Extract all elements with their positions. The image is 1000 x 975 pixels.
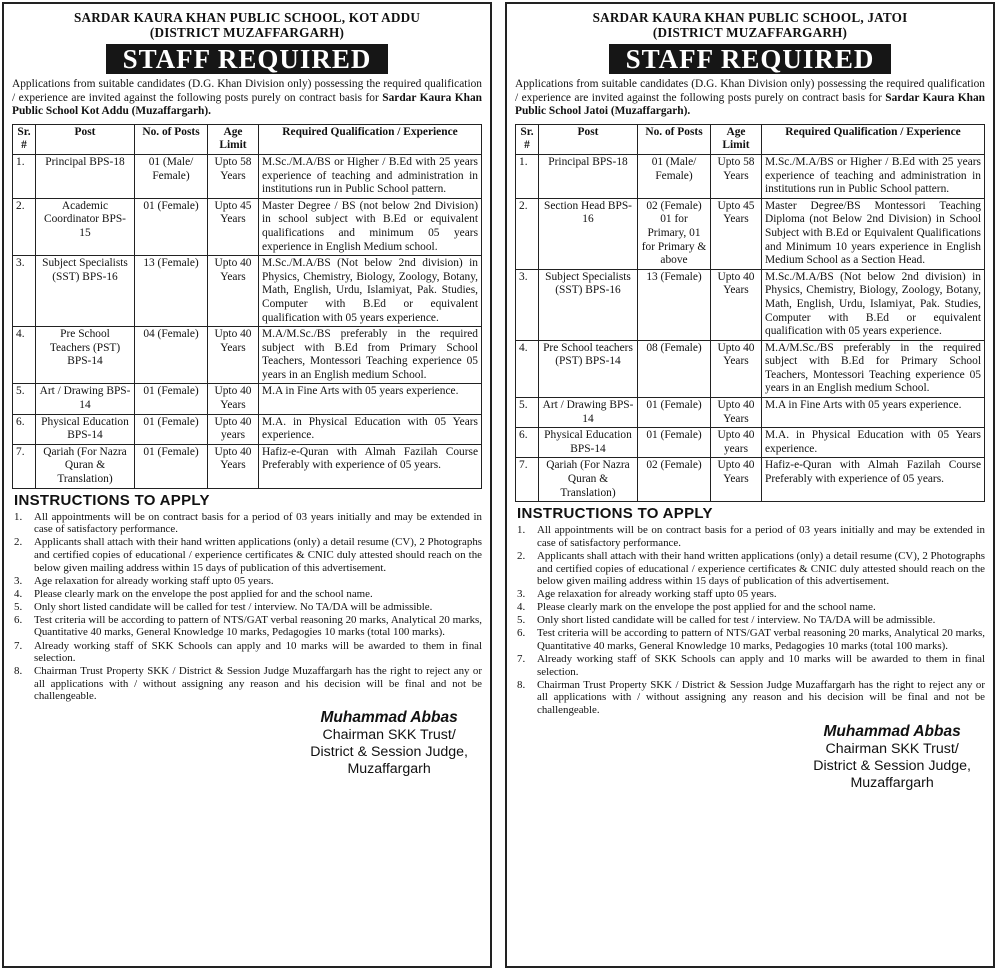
table-row (13, 444, 482, 488)
signer-title-2: District & Session Judge, (310, 744, 468, 761)
cell-post: Section Head BPS-16 (539, 198, 638, 269)
item-text: Age relaxation for already working staff upto 05 years. (537, 588, 777, 601)
item-number: 1. (14, 510, 23, 523)
cell-sr: 5. (13, 384, 36, 414)
list-item (12, 575, 482, 588)
item-number: 1. (517, 524, 526, 537)
instructions-list (515, 524, 985, 716)
item-text: All appointments will be on contract basis for a period of 03 years initially and may be extended in case of satisfactory performance. (34, 510, 482, 536)
table-row (13, 414, 482, 444)
header-sr: Sr. # (13, 124, 36, 154)
list-item (515, 614, 985, 627)
staff-required-banner: STAFF REQUIRED (106, 44, 388, 74)
signer-name: Muhammad Abbas (823, 722, 961, 740)
cell-num-posts: 01 (Male/ Female) (638, 154, 711, 198)
item-number: 4. (14, 587, 23, 600)
cell-age-limit: Upto 58 Years (711, 154, 762, 198)
item-number: 2. (14, 536, 23, 549)
header-num-posts: No. of Posts (638, 124, 711, 154)
cell-qualification: M.A. in Physical Education with 05 Years experience. (259, 414, 482, 444)
cell-age-limit: Upto 45 Years (208, 198, 259, 255)
signer-title-3: Muzaffargarh (850, 774, 934, 791)
header-sr: Sr. # (516, 124, 539, 154)
list-item (515, 653, 985, 678)
cell-post: Pre School Teachers (PST) BPS-14 (36, 327, 135, 384)
table-row (516, 398, 985, 428)
cell-sr: 1. (13, 154, 36, 198)
cell-qualification: M.A in Fine Arts with 05 years experience. (762, 398, 985, 428)
cell-qualification: M.A/M.Sc./BS preferably in the required subject with B.Ed from Primary School Teachers, Montessori Teaching experience 05 years in an English medium School. (259, 327, 482, 384)
cell-num-posts: 04 (Female) (135, 327, 208, 384)
item-number: 8. (14, 665, 23, 678)
item-text: Test criteria will be according to pattern of NTS/GAT verbal reasoning 20 marks, Analytical 20 marks, Quantitative 40 marks, General Knowledge 10 marks, Pedagogies 10 marks (total 100 marks). (34, 613, 482, 639)
header-post: Post (36, 124, 135, 154)
school-name: SARDAR KAURA KHAN PUBLIC SCHOOL, JATOI (592, 10, 908, 25)
item-text: Test criteria will be according to pattern of NTS/GAT verbal reasoning 20 marks, Analytical 20 marks, Quantitative 40 marks, General Knowledge 10 marks, Pedagogies 10 marks (total 100 marks). (537, 627, 985, 653)
cell-num-posts: 08 (Female) (638, 340, 711, 397)
list-item (12, 665, 482, 703)
header-qualification: Required Qualification / Experience (259, 124, 482, 154)
signature-block (515, 723, 985, 792)
instructions-heading: INSTRUCTIONS TO APPLY (14, 491, 210, 509)
cell-age-limit: Upto 40 Years (711, 269, 762, 340)
item-text: Applicants shall attach with their hand written applications (only) a detail resume (CV), 2 Photographs and certified copies of educational / experience certificates & CNIC duly attested should reach on the below given mailing address within 15 days of publication of this advertisement. (537, 549, 985, 588)
list-item (515, 627, 985, 652)
cell-post: Principal BPS-18 (36, 154, 135, 198)
cell-age-limit: Upto 40 Years (711, 458, 762, 502)
cell-post: Principal BPS-18 (539, 154, 638, 198)
list-item (515, 550, 985, 588)
header-age-limit: Age Limit (208, 124, 259, 154)
header-age-limit: Age Limit (711, 124, 762, 154)
intro-paragraph (515, 78, 985, 119)
cell-post: Physical Education BPS-14 (539, 428, 638, 458)
item-number: 6. (517, 627, 526, 640)
signer-title-1: Chairman SKK Trust/ (322, 727, 456, 744)
intro-paragraph (12, 78, 482, 119)
advertisement-jatoi (505, 2, 995, 968)
cell-age-limit: Upto 40 Years (208, 327, 259, 384)
item-text: Applicants shall attach with their hand written applications (only) a detail resume (CV), 2 Photographs and certified copies of educational / experience certificates & CNIC duly attested should reach on the below given mailing address within 15 days of publication of this advertisement. (34, 536, 482, 574)
cell-sr: 3. (13, 256, 36, 327)
cell-qualification: Hafiz-e-Quran with Almah Fazilah Course Preferably with experience of 05 years. (762, 458, 985, 502)
intro-school-bold: Sardar Kaura Khan Public School Jatoi (Muzaffargarh). (515, 91, 985, 118)
cell-sr: 6. (13, 414, 36, 444)
instructions-list (12, 511, 482, 703)
item-text: Only short listed candidate will be called for test / interview. No TA/DA will be admissible. (537, 614, 936, 627)
cell-age-limit: Upto 40 Years (208, 444, 259, 488)
cell-num-posts: 02 (Female) (638, 458, 711, 502)
list-item (515, 679, 985, 717)
intro-text: Applications from suitable candidates (D.G. Khan Division only) possessing the required qualification / experience are invited against the following posts purely on contract basis for (515, 78, 985, 104)
cell-age-limit: Upto 40 years (711, 428, 762, 458)
cell-age-limit: Upto 40 Years (711, 340, 762, 397)
list-item (515, 524, 985, 549)
school-name: SARDAR KAURA KHAN PUBLIC SCHOOL, KOT ADDU (73, 10, 421, 25)
table-row (13, 154, 482, 198)
list-item (515, 588, 985, 601)
cell-num-posts: 02 (Female) 01 for Primary, 01 for Primary & above (638, 198, 711, 269)
list-item (12, 536, 482, 574)
cell-post: Physical Education BPS-14 (36, 414, 135, 444)
cell-num-posts: 01 (Male/ Female) (135, 154, 208, 198)
cell-sr: 4. (13, 327, 36, 384)
signer-name: Muhammad Abbas (320, 709, 458, 727)
item-text: Only short listed candidate will be called for test / interview. No TA/DA will be admissible. (34, 600, 433, 613)
item-text: Chairman Trust Property SKK / District & Session Judge Muzaffargarh has the right to reject any or all applications with / without assigning any reason and his decision will be final and not be challengeable. (537, 678, 985, 717)
cell-post: Pre School teachers (PST) BPS-14 (539, 340, 638, 397)
cell-qualification: M.Sc./M.A/BS (Not below 2nd division) in Physics, Chemistry, Biology, Zoology, Botany, Math, English, Urdu, Islamiyat, Pak. Studies, Computer with B.Ed or equivalent qualification with 05 years experience. (259, 256, 482, 327)
cell-sr: 2. (516, 198, 539, 269)
table-row (516, 458, 985, 502)
intro-text: Applications from suitable candidates (D.G. Khan Division only) possessing the required qualification / experience are invited against the following posts purely on contract basis for (12, 78, 482, 104)
cell-post: Subject Specialists (SST) BPS-16 (539, 269, 638, 340)
item-number: 5. (14, 600, 23, 613)
table-row (516, 340, 985, 397)
table-row (13, 327, 482, 384)
cell-num-posts: 13 (Female) (135, 256, 208, 327)
cell-num-posts: 13 (Female) (638, 269, 711, 340)
item-number: 2. (517, 549, 526, 562)
table-header-row (516, 124, 985, 154)
cell-age-limit: Upto 40 Years (711, 398, 762, 428)
table-row (516, 154, 985, 198)
table-row (516, 198, 985, 269)
list-item (12, 511, 482, 536)
advertisement-kot-addu (2, 2, 492, 968)
header-qualification: Required Qualification / Experience (762, 124, 985, 154)
table-row (13, 384, 482, 414)
cell-num-posts: 01 (Female) (135, 198, 208, 255)
cell-post: Qariah (For Nazra Quran & Translation) (539, 458, 638, 502)
item-number: 3. (14, 574, 23, 587)
item-number: 3. (517, 588, 526, 601)
cell-num-posts: 01 (Female) (135, 444, 208, 488)
item-text: Age relaxation for already working staff upto 05 years. (34, 574, 274, 587)
cell-qualification: M.A in Fine Arts with 05 years experience. (259, 384, 482, 414)
cell-age-limit: Upto 40 Years (208, 384, 259, 414)
item-text: All appointments will be on contract basis for a period of 03 years initially and may be extended in case of satisfactory performance. (537, 524, 985, 549)
cell-qualification: M.A. in Physical Education with 05 Years experience. (762, 428, 985, 458)
list-item (12, 588, 482, 601)
list-item (515, 601, 985, 614)
district-name: (DISTRICT MUZAFFARGARH) (149, 25, 345, 40)
item-number: 7. (517, 653, 526, 666)
header-post: Post (539, 124, 638, 154)
cell-age-limit: Upto 58 Years (208, 154, 259, 198)
district-name: (DISTRICT MUZAFFARGARH) (652, 25, 848, 40)
cell-qualification: M.A/M.Sc./BS preferably in the required subject with B.Ed for Primary School Teachers, Montessori Teaching experience 05 years in an English medium School. (762, 340, 985, 397)
cell-num-posts: 01 (Female) (135, 384, 208, 414)
table-row (13, 256, 482, 327)
signer-title-3: Muzaffargarh (347, 761, 431, 778)
cell-sr: 6. (516, 428, 539, 458)
cell-sr: 1. (516, 154, 539, 198)
cell-age-limit: Upto 40 years (208, 414, 259, 444)
item-number: 5. (517, 614, 526, 627)
cell-sr: 7. (13, 444, 36, 488)
item-number: 7. (14, 639, 23, 652)
cell-post: Art / Drawing BPS-14 (36, 384, 135, 414)
cell-num-posts: 01 (Female) (135, 414, 208, 444)
item-text: Chairman Trust Property SKK / District & Session Judge Muzaffargarh has the right to reject any or all applications with / without assigning any reason and his decision will be final and not be challengeable. (34, 665, 482, 703)
signature-block (12, 709, 482, 778)
cell-qualification: Master Degree/BS Montessori Teaching Diploma (not Below 2nd Division) in School Subject with B.Ed or Equivalent Qualifications and Minimum 10 years experience in English Medium School as a Section Head. (762, 198, 985, 269)
table-row (516, 428, 985, 458)
cell-qualification: M.Sc./M.A/BS or Higher / B.Ed with 25 years experience of teaching and administration in institutions run in Public School pattern. (762, 154, 985, 198)
item-text: Already working staff of SKK Schools can apply and 10 marks will be awarded to them in final selection. (537, 653, 985, 678)
posts-table (12, 124, 482, 489)
table-row (13, 198, 482, 255)
cell-sr: 5. (516, 398, 539, 428)
table-row (516, 269, 985, 340)
item-number: 4. (517, 601, 526, 614)
cell-sr: 7. (516, 458, 539, 502)
signer-title-1: Chairman SKK Trust/ (825, 740, 959, 757)
cell-qualification: M.Sc./M.A/BS (Not below 2nd division) in Physics, Chemistry, Biology, Zoology, Botany, Math, English, Urdu, Islamiyat, Pak. Studies, Computer with B.Ed or equivalent qualification with 05 years experience. (762, 269, 985, 340)
cell-post: Qariah (For Nazra Quran & Translation) (36, 444, 135, 488)
signer-title-2: District & Session Judge, (813, 757, 971, 774)
cell-sr: 3. (516, 269, 539, 340)
cell-post: Subject Specialists (SST) BPS-16 (36, 256, 135, 327)
cell-qualification: Master Degree / BS (not below 2nd Division) in school subject with B.Ed or equivalent qualifications and minimum 05 years experience in English Medium school. (259, 198, 482, 255)
table-header-row (13, 124, 482, 154)
cell-post: Art / Drawing BPS-14 (539, 398, 638, 428)
cell-age-limit: Upto 40 Years (208, 256, 259, 327)
list-item (12, 614, 482, 639)
intro-school-bold: Sardar Kaura Khan Public School Kot Addu (Muzaffargarh). (12, 91, 482, 118)
item-text: Already working staff of SKK Schools can apply and 10 marks will be awarded to them in final selection. (34, 639, 482, 665)
list-item (12, 601, 482, 614)
staff-required-banner: STAFF REQUIRED (609, 44, 891, 74)
item-number: 6. (14, 613, 23, 626)
posts-table (515, 124, 985, 502)
cell-num-posts: 01 (Female) (638, 428, 711, 458)
item-text: Please clearly mark on the envelope the post applied for and the school name. (34, 587, 373, 600)
item-text: Please clearly mark on the envelope the post applied for and the school name. (537, 601, 876, 614)
item-number: 8. (517, 678, 526, 691)
instructions-heading: INSTRUCTIONS TO APPLY (517, 505, 713, 523)
cell-age-limit: Upto 45 Years (711, 198, 762, 269)
cell-post: Academic Coordinator BPS-15 (36, 198, 135, 255)
list-item (12, 640, 482, 665)
header-num-posts: No. of Posts (135, 124, 208, 154)
cell-qualification: M.Sc./M.A/BS or Higher / B.Ed with 25 years experience of teaching and administration in institutions run in Public School pattern. (259, 154, 482, 198)
cell-sr: 4. (516, 340, 539, 397)
cell-qualification: Hafiz-e-Quran with Almah Fazilah Course Preferably with experience of 05 years. (259, 444, 482, 488)
cell-num-posts: 01 (Female) (638, 398, 711, 428)
cell-sr: 2. (13, 198, 36, 255)
